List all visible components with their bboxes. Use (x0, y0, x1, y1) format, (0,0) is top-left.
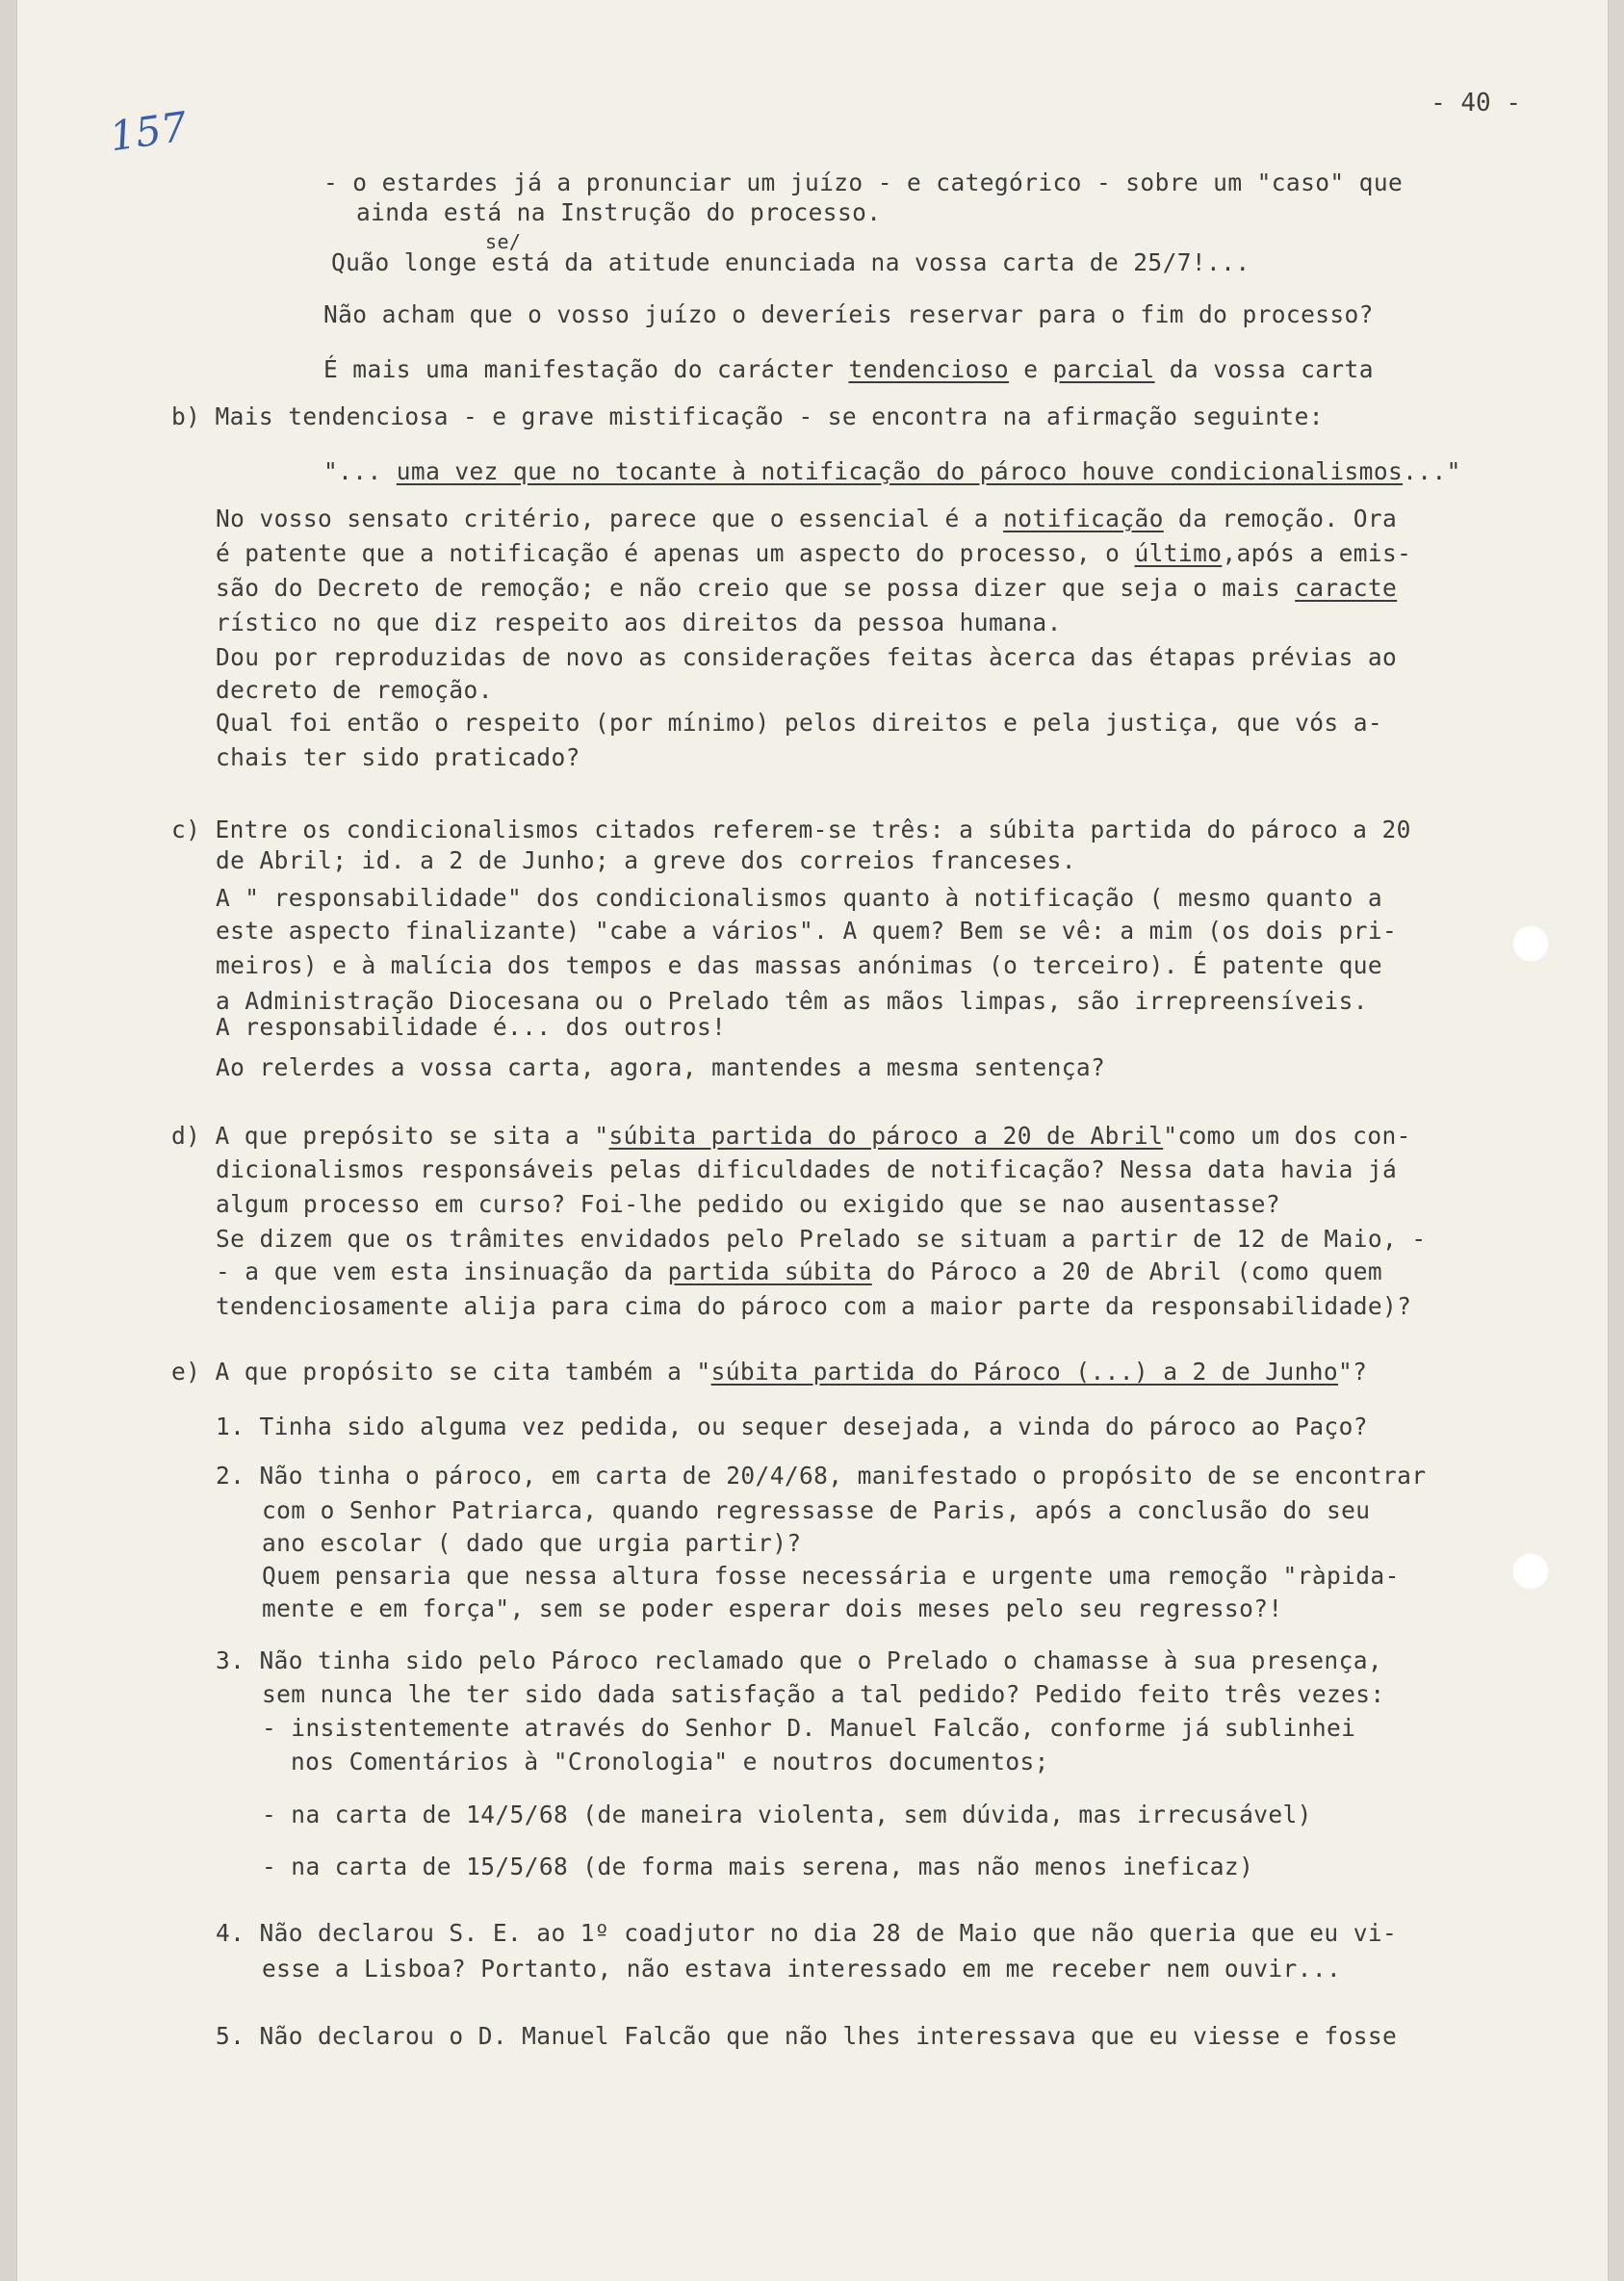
page-number: - 40 - (1431, 89, 1521, 117)
text-line: Quão longe está da atitude enunciada na vossa carta de 25/7!... (331, 248, 1250, 276)
underlined-text: uma vez que no tocante à notificação do pároco houve condicionalismos (396, 457, 1404, 485)
text-segment: da remoção. Ora (1163, 505, 1398, 532)
text-line: Quem pensaria que nessa altura fosse necessária e urgente uma remoção "ràpida- (262, 1562, 1400, 1590)
text-segment: "como um dos con- (1163, 1122, 1411, 1150)
text-line: b) Mais tendenciosa - e grave mistificação - se encontra na afirmação seguinte: (171, 402, 1324, 430)
text-line (216, 539, 1411, 568)
text-line: se/ (485, 230, 522, 253)
text-line: ano escolar ( dado que urgia partir)? (262, 1529, 802, 1557)
text-segment: do Pároco a 20 de Abril (como quem (871, 1257, 1383, 1285)
text-line: - o estardes já a pronunciar um juízo - e categórico - sobre um "caso" que (323, 168, 1404, 196)
text-line: sem nunca lhe ter sido dada satisfação a tal pedido? Pedido feito três vezes: (262, 1680, 1385, 1708)
underlined-text: parcial (1052, 355, 1155, 383)
text-segment: ..." (1403, 457, 1461, 485)
text-line: Se dizem que os trâmites envidados pelo Prelado se situam a partir de 12 de Maio, - (216, 1225, 1427, 1253)
text-line (216, 1257, 1382, 1286)
underlined-text: caracte (1295, 574, 1398, 602)
text-line: Não acham que o vosso juízo o deveríeis reservar para o fim do processo? (323, 300, 1374, 328)
text-line: Ao relerdes a vossa carta, agora, mantendes a mesma sentença? (216, 1053, 1106, 1081)
text-line: 5. Não declarou o D. Manuel Falcão que não lhes interessava que eu viesse e fosse (216, 2022, 1398, 2050)
text-line: a Administração Diocesana ou o Prelado têm as mãos limpas, são irrepreensíveis. (216, 987, 1368, 1015)
text-line: algum processo em curso? Foi-lhe pedido ou exigido que se nao ausentasse? (216, 1190, 1280, 1218)
text-line: chais ter sido praticado? (216, 743, 580, 771)
text-line: c) Entre os condicionalismos citados referem-se três: a súbita partida do pároco a 20 (171, 816, 1411, 843)
text-line: 4. Não declarou S. E. ao 1º coadjutor no dia 28 de Maio que não queria que eu vi- (216, 1919, 1398, 1947)
text-line: nos Comentários à "Cronologia" e noutros documentos; (291, 1748, 1049, 1776)
underlined-text: último (1134, 539, 1223, 567)
text-line: 2. Não tinha o pároco, em carta de 20/4/68, manifestado o propósito de se encontrar (216, 1462, 1427, 1490)
text-line: mente e em força", sem se poder esperar dois meses pelo seu regresso?! (262, 1594, 1283, 1622)
text-line (323, 355, 1374, 384)
text-line: rístico no que diz respeito aos direitos da pessoa humana. (216, 609, 1062, 636)
text-line: meiros) e à malícia dos tempos e das massas anónimas (o terceiro). É patente que (216, 951, 1383, 979)
text-segment: "... (323, 457, 397, 485)
text-line: Dou por reproduzidas de novo as considerações feitas àcerca das étapas prévias ao (216, 643, 1398, 671)
underlined-text: súbita partida do Pároco (...) a 2 de Junho (710, 1358, 1339, 1386)
underlined-text: partida súbita (667, 1257, 872, 1285)
underlined-text: súbita partida do pároco a 20 de Abril (608, 1122, 1164, 1150)
text-line: - insistentemente através do Senhor D. Manuel Falcão, conforme já sublinhei (262, 1714, 1356, 1742)
text-line: tendenciosamente alija para cima do pároco com a maior parte da responsabilidade)? (216, 1292, 1412, 1320)
text-segment: da vossa carta (1154, 355, 1374, 383)
handwritten-page-number: 157 (106, 102, 191, 161)
text-segment: É mais uma manifestação do carácter (323, 355, 849, 383)
text-line (171, 1358, 1367, 1387)
document-page (17, 0, 1608, 2281)
text-line: - na carta de 15/5/68 (de forma mais serena, mas não menos ineficaz) (262, 1853, 1254, 1880)
text-line: 3. Não tinha sido pelo Pároco reclamado que o Prelado o chamasse à sua presença, (216, 1646, 1383, 1674)
text-line (216, 574, 1397, 603)
underlined-text: tendencioso (848, 355, 1010, 383)
text-segment: ,após a emis- (1222, 539, 1412, 567)
text-segment: e (1009, 355, 1053, 383)
punch-hole-bottom (1511, 1552, 1550, 1591)
underlined-text: notificação (1003, 505, 1164, 532)
text-line: com o Senhor Patriarca, quando regressasse de Paris, após a conclusão do seu (262, 1496, 1371, 1524)
text-segment: No vosso sensato critério, parece que o essencial é a (216, 505, 1004, 532)
text-line: Qual foi então o respeito (por mínimo) pelos direitos e pela justiça, que vós a- (216, 709, 1383, 737)
text-line: A responsabilidade é... dos outros! (216, 1013, 727, 1041)
text-line (216, 505, 1397, 533)
text-line (323, 457, 1461, 486)
text-segment: são do Decreto de remoção; e não creio que se possa dizer que seja o mais (216, 574, 1296, 602)
text-line: - na carta de 14/5/68 (de maneira violenta, sem dúvida, mas irrecusável) (262, 1801, 1312, 1828)
text-segment: "? (1338, 1358, 1368, 1386)
text-line: esse a Lisboa? Portanto, não estava interessado em me receber nem ouvir... (262, 1955, 1342, 1983)
text-line: A " responsabilidade" dos condicionalismos quanto à notificação ( mesmo quanto a (216, 884, 1383, 912)
text-line (171, 1122, 1411, 1151)
text-line: dicionalismos responsáveis pelas dificuldades de notificação? Nessa data havia já (216, 1155, 1398, 1183)
text-line: 1. Tinha sido alguma vez pedida, ou sequer desejada, a vinda do pároco ao Paço? (216, 1413, 1368, 1440)
punch-hole-top (1511, 924, 1550, 963)
text-segment: - a que vem esta insinuação da (216, 1257, 668, 1285)
text-line: ainda está na Instrução do processo. (356, 198, 882, 226)
text-line: este aspecto finalizante) "cabe a vários". A quem? Bem se vê: a mim (os dois pri- (216, 917, 1398, 945)
text-segment: e) A que propósito se cita também a " (171, 1358, 711, 1386)
text-segment: d) A que prepósito se sita a " (171, 1122, 609, 1150)
text-line: decreto de remoção. (216, 676, 493, 704)
text-segment: é patente que a notificação é apenas um aspecto do processo, o (216, 539, 1135, 567)
text-line: de Abril; id. a 2 de Junho; a greve dos correios franceses. (216, 846, 1076, 874)
